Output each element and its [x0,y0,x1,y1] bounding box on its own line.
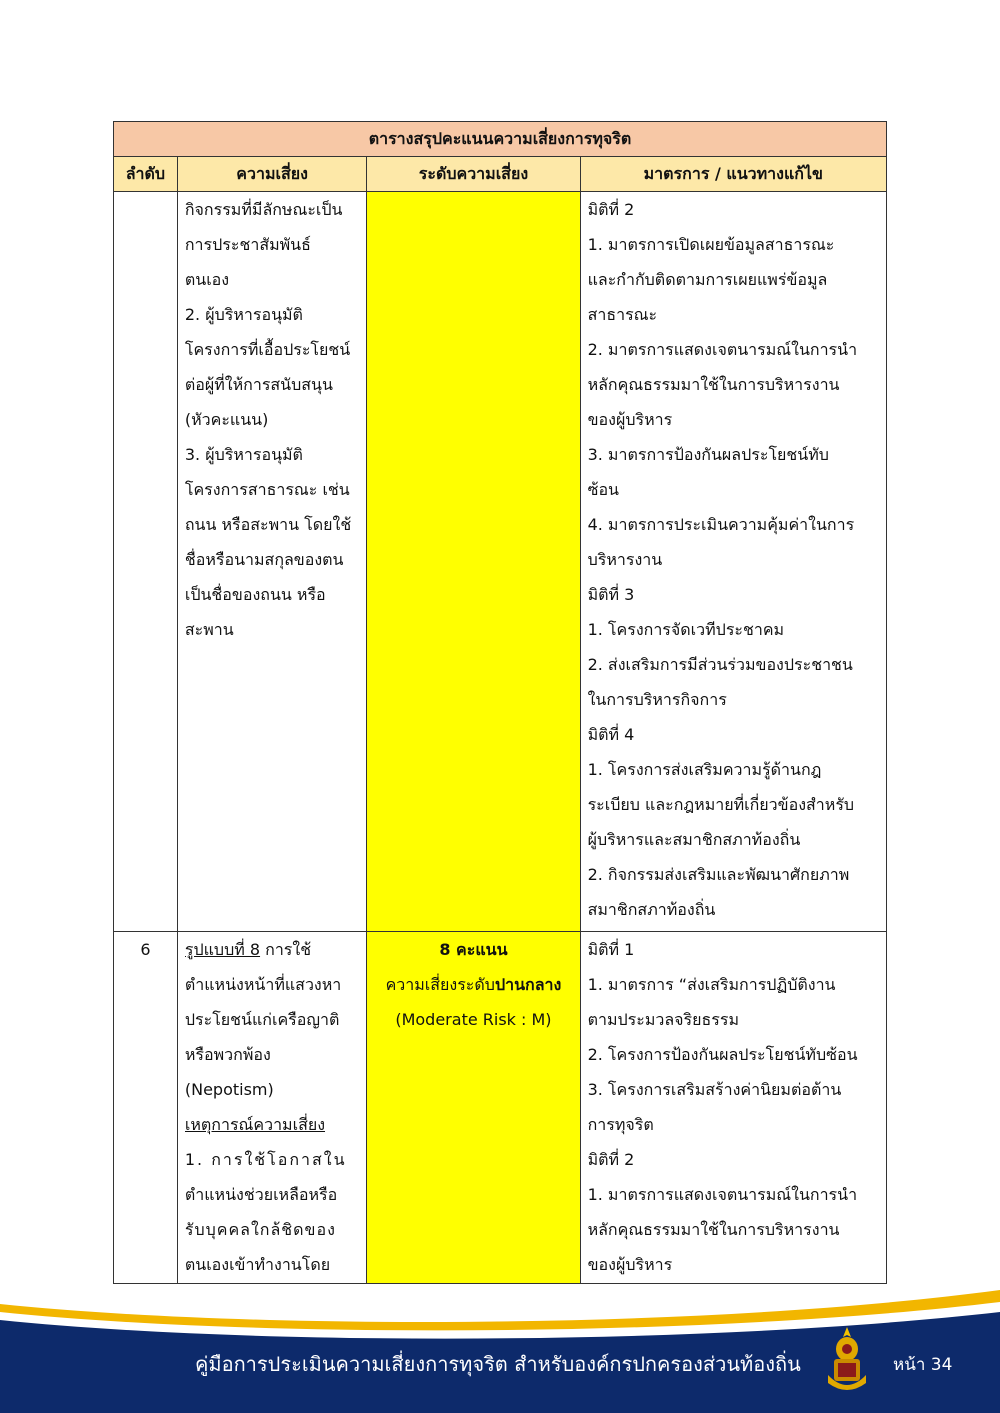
header-order: ลำดับ [114,157,178,192]
risk-summary-table [113,121,887,1284]
risk-line: 2. ผู้บริหารอนุมัติ [184,305,303,324]
measure-line: 1. โครงการส่งเสริมความรู้ด้านกฎ [587,760,822,779]
risk-event-heading: เหตุการณ์ความเสี่ยง [184,1115,326,1134]
measure-line: 1. โครงการจัดเวทีประชาคม [587,620,785,639]
measures-cell [580,192,886,932]
risk-level [374,967,572,1002]
table-row [114,932,887,1284]
risk-pattern-label: รูปแบบที่ 8 [184,940,261,959]
measure-line: ตามประมวลจริยธรรม [587,1010,740,1029]
footer-title: คู่มือการประเมินความเสี่ยงการทุจริต สำหรับองค์กรปกครองส่วนท้องถิ่น [195,1352,801,1376]
measure-line: ผู้บริหารและสมาชิกสภาท้องถิ่น [587,830,801,849]
measure-line: มิติที่ 1 [587,940,635,959]
measure-line: ซ้อน [587,480,619,499]
measure-line: ของผู้บริหาร [587,1255,673,1274]
risk-event-line: 1. การใช้โอกาสใน [184,1150,347,1169]
risk-title-line [185,932,359,967]
risk-level-value: ปานกลาง [494,975,562,994]
risk-event-line: ตนเองเข้าทำงานโดย [184,1255,331,1274]
risk-line: โครงการที่เอื้อประโยชน์ [184,340,351,359]
measure-line: 1. มาตรการเปิดเผยข้อมูลสาธารณะ [587,235,835,254]
measure-line: 2. โครงการป้องกันผลประโยชน์ทับซ้อน [587,1045,858,1064]
measure-line: มิติที่ 2 [587,1150,635,1169]
risk-line: 3. ผู้บริหารอนุมัติ [184,445,303,464]
risk-line: สะพาน [184,620,234,639]
risk-score: 8 คะแนน [439,940,508,959]
risk-line: หรือพวกพ้อง [184,1045,271,1064]
risk-level-cell [367,192,580,932]
row-number: 6 [114,932,178,1284]
measure-line: หลักคุณธรรมมาใช้ในการบริหารงาน [587,1220,840,1239]
measure-line: 2. กิจกรรมส่งเสริมและพัฒนาศักยภาพ [587,865,850,884]
risk-line: ต่อผู้ที่ให้การสนับสนุน [184,375,333,394]
measure-line: 2. ส่งเสริมการมีส่วนร่วมของประชาชน [587,655,853,674]
measure-line: 1. มาตรการ “ส่งเสริมการปฏิบัติงาน [587,975,836,994]
risk-level-cell [367,932,580,1284]
measure-line: สมาชิกสภาท้องถิ่น [587,900,716,919]
measure-line: และกำกับติดตามการเผยแพร่ข้อมูล [587,270,828,289]
page-number: หน้า 34 [893,1355,953,1375]
risk-line: เป็นชื่อของถนน หรือ [184,585,326,604]
risk-line: (Nepotism) [184,1080,274,1099]
risk-line: ชื่อหรือนามสกุลของตน [184,550,344,569]
measures-cell [580,932,886,1284]
measure-line: บริหารงาน [587,550,663,569]
risk-line: กิจกรรมที่มีลักษณะเป็น [184,200,343,219]
risk-level-prefix: ความเสี่ยงระดับ [385,975,495,994]
measure-line: การทุจริต [587,1115,654,1134]
emblem-icon [822,1325,872,1395]
risk-line: ตนเอง [184,270,230,289]
risk-event-line: รับบุคคลใกล้ชิดของ [184,1220,336,1239]
table-row [114,192,887,932]
measure-line: 2. มาตรการแสดงเจตนารมณ์ในการนำ [587,340,858,359]
risk-title-rest: การใช้ [260,940,312,959]
measure-line: ในการบริหารกิจการ [587,690,727,709]
measure-line: 4. มาตรการประเมินความคุ้มค่าในการ [587,515,855,534]
risk-level-en: (Moderate Risk : M) [395,1010,552,1029]
measure-line: มิติที่ 3 [587,585,635,604]
row-number [114,192,178,932]
measure-line: 3. มาตรการป้องกันผลประโยชน์ทับ [587,445,829,464]
measure-line: หลักคุณธรรมมาใช้ในการบริหารงาน [587,375,840,394]
risk-line: ตำแหน่งหน้าที่แสวงหา [184,975,342,994]
risk-line: ประโยชน์แก่เครือญาติ [184,1010,340,1029]
measure-line: สาธารณะ [587,305,658,324]
risk-line: โครงการสาธารณะ เช่น [184,480,350,499]
risk-line: (หัวคะแนน) [184,410,269,429]
header-risk: ความเสี่ยง [177,157,366,192]
measure-line: มิติที่ 2 [587,200,635,219]
risk-line: ถนน หรือสะพาน โดยใช้ [184,515,352,534]
risk-event-line: ตำแหน่งช่วยเหลือหรือ [184,1185,338,1204]
header-risk-level: ระดับความเสี่ยง [367,157,580,192]
measure-line: 3. โครงการเสริมสร้างค่านิยมต่อต้าน [587,1080,842,1099]
measure-line: 1. มาตรการแสดงเจตนารมณ์ในการนำ [587,1185,858,1204]
header-measures: มาตรการ / แนวทางแก้ไข [580,157,886,192]
risk-cell [177,192,366,932]
measure-line: มิติที่ 4 [587,725,635,744]
table-title: ตารางสรุปคะแนนความเสี่ยงการทุจริต [114,122,887,157]
risk-line: การประชาสัมพันธ์ [184,235,311,254]
risk-cell [177,932,366,1284]
measure-line: ระเบียบ และกฎหมายที่เกี่ยวข้องสำหรับ [587,795,855,814]
measure-line: ของผู้บริหาร [587,410,673,429]
